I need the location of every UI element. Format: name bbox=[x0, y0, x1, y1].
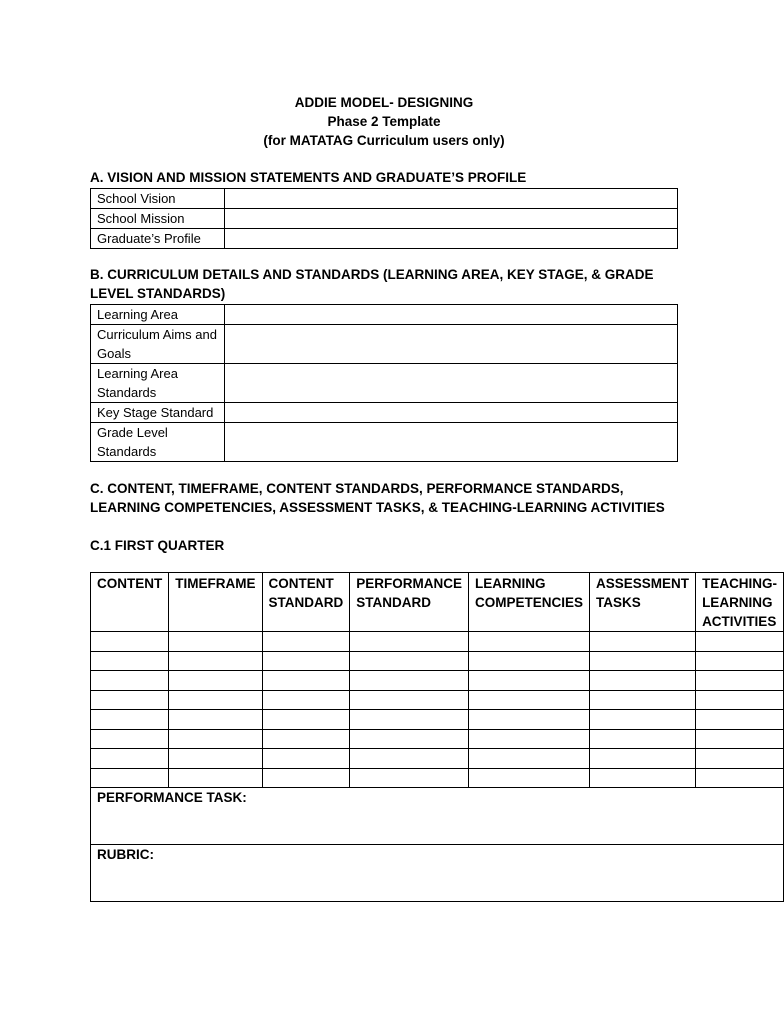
table-cell[interactable] bbox=[590, 632, 696, 652]
table-cell[interactable] bbox=[590, 729, 696, 749]
table-cell[interactable] bbox=[169, 749, 262, 769]
table-row bbox=[91, 325, 678, 364]
grade-level-standards-field[interactable] bbox=[225, 423, 678, 462]
section-c1-subheading: C.1 FIRST QUARTER bbox=[90, 538, 225, 553]
rubric-label: RUBRIC: bbox=[97, 847, 154, 862]
table-cell[interactable] bbox=[91, 749, 169, 769]
table-cell[interactable] bbox=[350, 632, 469, 652]
section-c-heading: C. CONTENT, TIMEFRAME, CONTENT STANDARDS, PERFORMANCE STANDARDS, LEARNING COMPETENCIES, ASSESSMENT TASKS, & TEACHING-LEARNING ACTIVITIES bbox=[90, 481, 665, 515]
table-cell[interactable] bbox=[350, 768, 469, 788]
learning-area-standards-field[interactable] bbox=[225, 364, 678, 403]
table-cell[interactable] bbox=[590, 651, 696, 671]
table-cell[interactable] bbox=[91, 632, 169, 652]
table-cell[interactable] bbox=[262, 749, 350, 769]
row-label-curriculum-aims: Curriculum Aims and Goals bbox=[91, 325, 225, 364]
table-row bbox=[91, 651, 784, 671]
table-cell[interactable] bbox=[169, 651, 262, 671]
table-cell[interactable] bbox=[262, 768, 350, 788]
table-cell[interactable] bbox=[91, 690, 169, 710]
table-cell[interactable] bbox=[91, 651, 169, 671]
table-cell[interactable] bbox=[469, 690, 590, 710]
rubric-field[interactable] bbox=[91, 845, 784, 902]
table-cell[interactable] bbox=[169, 690, 262, 710]
table-cell[interactable] bbox=[469, 768, 590, 788]
curriculum-details-table bbox=[90, 304, 678, 462]
table-cell[interactable] bbox=[91, 671, 169, 691]
table-cell[interactable] bbox=[696, 632, 784, 652]
table-cell[interactable] bbox=[590, 671, 696, 691]
graduates-profile-field[interactable] bbox=[225, 229, 678, 249]
table-cell[interactable] bbox=[350, 729, 469, 749]
key-stage-standard-field[interactable] bbox=[225, 403, 678, 423]
table-cell[interactable] bbox=[169, 768, 262, 788]
rubric-row bbox=[91, 845, 784, 902]
table-cell[interactable] bbox=[696, 671, 784, 691]
section-a-heading: A. VISION AND MISSION STATEMENTS AND GRADUATE’S PROFILE bbox=[90, 170, 527, 185]
table-cell[interactable] bbox=[91, 729, 169, 749]
learning-area-field[interactable] bbox=[225, 305, 678, 325]
table-cell[interactable] bbox=[262, 651, 350, 671]
table-cell[interactable] bbox=[469, 749, 590, 769]
table-cell[interactable] bbox=[590, 749, 696, 769]
row-label-learning-area: Learning Area bbox=[91, 305, 225, 325]
school-mission-field[interactable] bbox=[225, 209, 678, 229]
table-cell[interactable] bbox=[469, 651, 590, 671]
table-cell[interactable] bbox=[350, 671, 469, 691]
table-row bbox=[91, 403, 678, 423]
table-cell[interactable] bbox=[469, 671, 590, 691]
table-row bbox=[91, 229, 678, 249]
table-cell[interactable] bbox=[91, 710, 169, 730]
vision-mission-table bbox=[90, 188, 678, 249]
column-header-assessment-tasks: ASSESSMENT TASKS bbox=[590, 573, 696, 632]
table-row bbox=[91, 305, 678, 325]
column-header-content: CONTENT bbox=[91, 573, 169, 632]
table-cell[interactable] bbox=[169, 710, 262, 730]
table-row bbox=[91, 710, 784, 730]
table-row bbox=[91, 209, 678, 229]
table-cell[interactable] bbox=[696, 651, 784, 671]
column-header-content-standard: CONTENT STANDARD bbox=[262, 573, 350, 632]
section-b-heading: B. CURRICULUM DETAILS AND STANDARDS (LEARNING AREA, KEY STAGE, & GRADE LEVEL STANDARDS) bbox=[90, 267, 654, 301]
table-cell[interactable] bbox=[590, 768, 696, 788]
title-line-1: ADDIE MODEL- DESIGNING bbox=[294, 95, 474, 110]
table-cell[interactable] bbox=[696, 768, 784, 788]
table-cell[interactable] bbox=[91, 768, 169, 788]
row-label-school-mission: School Mission bbox=[91, 209, 225, 229]
table-header-row bbox=[91, 573, 784, 632]
table-row bbox=[91, 690, 784, 710]
row-label-learning-area-standards: Learning Area Standards bbox=[91, 364, 225, 403]
table-cell[interactable] bbox=[169, 729, 262, 749]
table-cell[interactable] bbox=[262, 632, 350, 652]
column-header-timeframe: TIMEFRAME bbox=[169, 573, 262, 632]
table-cell[interactable] bbox=[262, 710, 350, 730]
title-line-2: Phase 2 Template bbox=[327, 114, 441, 129]
performance-task-label: PERFORMANCE TASK: bbox=[97, 790, 247, 805]
table-row bbox=[91, 632, 784, 652]
curriculum-aims-field[interactable] bbox=[225, 325, 678, 364]
table-row bbox=[91, 749, 784, 769]
table-cell[interactable] bbox=[350, 690, 469, 710]
table-cell[interactable] bbox=[350, 651, 469, 671]
school-vision-field[interactable] bbox=[225, 189, 678, 209]
table-cell[interactable] bbox=[696, 690, 784, 710]
table-row bbox=[91, 671, 784, 691]
table-cell[interactable] bbox=[169, 632, 262, 652]
first-quarter-table bbox=[90, 572, 784, 902]
column-header-learning-competencies: LEARNING COMPETENCIES bbox=[469, 573, 590, 632]
table-cell[interactable] bbox=[350, 749, 469, 769]
table-row bbox=[91, 729, 784, 749]
table-cell[interactable] bbox=[469, 632, 590, 652]
table-cell[interactable] bbox=[262, 690, 350, 710]
row-label-grade-level-standards: Grade Level Standards bbox=[91, 423, 225, 462]
table-cell[interactable] bbox=[262, 671, 350, 691]
performance-task-field[interactable] bbox=[91, 788, 784, 845]
table-cell[interactable] bbox=[169, 671, 262, 691]
row-label-graduates-profile: Graduate’s Profile bbox=[91, 229, 225, 249]
table-cell[interactable] bbox=[350, 710, 469, 730]
table-row bbox=[91, 364, 678, 403]
table-cell[interactable] bbox=[469, 710, 590, 730]
table-cell[interactable] bbox=[696, 749, 784, 769]
document-title bbox=[0, 93, 768, 150]
table-cell[interactable] bbox=[590, 710, 696, 730]
table-cell[interactable] bbox=[590, 690, 696, 710]
performance-task-row bbox=[91, 788, 784, 845]
column-header-performance-standard: PERFORMANCE STANDARD bbox=[350, 573, 469, 632]
column-header-teaching-learning-activities: TEACHING-LEARNING ACTIVITIES bbox=[696, 573, 784, 632]
table-row bbox=[91, 768, 784, 788]
table-cell[interactable] bbox=[469, 729, 590, 749]
row-label-key-stage-standard: Key Stage Standard bbox=[91, 403, 225, 423]
table-cell[interactable] bbox=[696, 729, 784, 749]
row-label-school-vision: School Vision bbox=[91, 189, 225, 209]
table-cell[interactable] bbox=[262, 729, 350, 749]
table-row bbox=[91, 423, 678, 462]
table-cell[interactable] bbox=[696, 710, 784, 730]
title-line-3: (for MATATAG Curriculum users only) bbox=[263, 133, 505, 148]
table-row bbox=[91, 189, 678, 209]
